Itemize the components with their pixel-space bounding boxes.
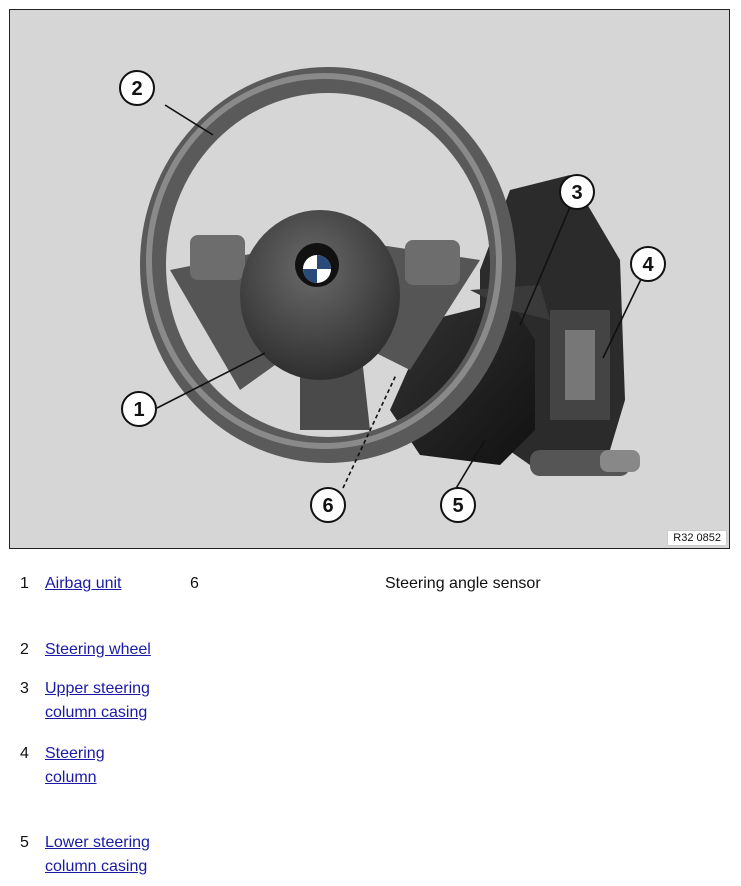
legend-link-steering-wheel[interactable]: Steering wheel — [45, 641, 151, 658]
figure-id-label: R32 0852 — [667, 530, 727, 546]
legend-link-lower-steering-column-casing[interactable]: Lower steering column casing — [45, 834, 150, 875]
steering-diagram — [10, 10, 729, 548]
legend-num-1: 1 — [20, 575, 29, 592]
bmw-emblem — [295, 243, 339, 287]
callout-5: 5 — [452, 495, 464, 517]
callout-1: 1 — [133, 399, 145, 421]
diagram-figure — [9, 9, 730, 549]
legend-num-4: 4 — [20, 745, 29, 762]
legend-link-upper-steering-column-casing[interactable]: Upper steering column casing — [45, 680, 150, 721]
callout-2: 2 — [131, 78, 143, 100]
legend-num-6: 6 — [190, 575, 199, 592]
legend-text-steering-angle-sensor: Steering angle sensor — [385, 575, 541, 592]
legend-num-3: 3 — [20, 680, 29, 697]
callout-3: 3 — [571, 182, 583, 204]
callout-6: 6 — [322, 495, 334, 517]
legend-link-steering-column[interactable]: Steering column — [45, 745, 105, 786]
legend-num-5: 5 — [20, 834, 29, 851]
airbag-hub-shape — [240, 210, 400, 380]
legend-link-airbag-unit[interactable]: Airbag unit — [45, 575, 122, 592]
callout-4: 4 — [642, 254, 654, 276]
legend-num-2: 2 — [20, 641, 29, 658]
